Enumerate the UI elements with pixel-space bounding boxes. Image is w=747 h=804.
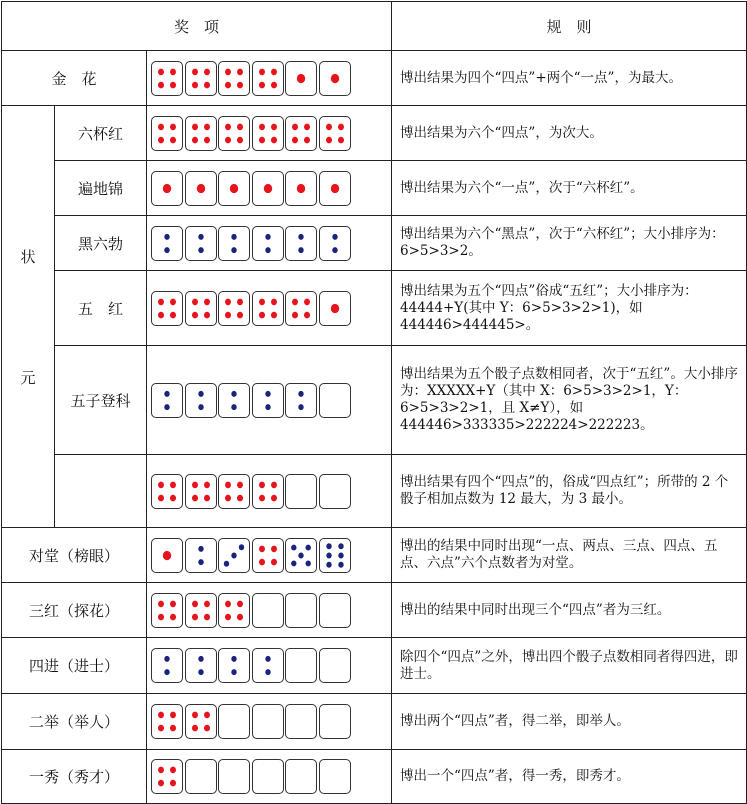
table-row: [2, 161, 747, 216]
die-four-icon: [185, 116, 217, 151]
die-four-icon: [252, 474, 284, 509]
die-four-icon: [285, 291, 317, 326]
die-one-icon: [185, 171, 217, 206]
die-two-icon: [285, 383, 317, 418]
table-row: [2, 455, 747, 528]
die-four-icon: [151, 474, 183, 509]
dice-cell: [147, 216, 392, 271]
dice-cell: [147, 528, 392, 583]
die-four-icon: [218, 593, 250, 628]
die-blank-icon: [185, 759, 217, 794]
die-blank-icon: [319, 759, 351, 794]
die-blank-icon: [285, 704, 317, 739]
dice-cell: [147, 638, 392, 694]
table-row: [2, 583, 747, 638]
table-row: [2, 694, 747, 750]
die-four-icon: [151, 759, 183, 794]
dice-cell: [147, 51, 392, 106]
die-four-icon: [151, 61, 183, 96]
prize-name: 五子登科: [55, 346, 147, 455]
rule-text: 博出结果为六个“一点”，次于“六杯红”。: [392, 161, 747, 216]
prize-name: 金 花: [2, 51, 147, 106]
die-two-icon: [185, 648, 217, 683]
dice-cell: [147, 161, 392, 216]
prize-name: 三红（探花）: [2, 583, 147, 638]
die-two-icon: [218, 226, 250, 261]
die-five-icon: [285, 538, 317, 573]
die-blank-icon: [285, 759, 317, 794]
rule-text: 博出的结果中同时出现“一点、两点、三点、四点、五点、六点”六个点数者为对堂。: [392, 528, 747, 583]
rule-text: 博出一个“四点”者，得一秀，即秀才。: [392, 750, 747, 804]
table-row: [2, 216, 747, 271]
rule-text: 除四个“四点”之外，博出四个骰子点数相同者得四进，即进士。: [392, 638, 747, 694]
dice-cell: [147, 346, 392, 455]
die-blank-icon: [319, 474, 351, 509]
prize-name: 六杯红: [55, 106, 147, 161]
die-four-icon: [151, 593, 183, 628]
prize-name: 对堂（榜眼）: [2, 528, 147, 583]
prize-rules-table: [1, 1, 747, 804]
die-one-icon: [319, 61, 351, 96]
table-row: [2, 51, 747, 106]
die-four-icon: [185, 704, 217, 739]
die-four-icon: [218, 61, 250, 96]
die-four-icon: [151, 704, 183, 739]
dice-cell: [147, 583, 392, 638]
die-four-icon: [185, 291, 217, 326]
die-two-icon: [185, 538, 217, 573]
rule-text: 博出结果有四个“四点”的，俗成“四点红”；所带的 2 个骰子相加点数为 12 最大，为 3 最小。: [392, 455, 747, 528]
die-one-icon: [218, 171, 250, 206]
die-blank-icon: [319, 704, 351, 739]
die-four-icon: [319, 116, 351, 151]
rule-text: 博出结果为五个骰子点数相同者，次于“五红”。大小排序为：XXXXX+Y（其中 X：6>5>3>2>1，Y：6>5>3>2>1，且 X≠Y），如 444446>333335>222224>222223。: [392, 346, 747, 455]
dice-cell: [147, 106, 392, 161]
table-row: [2, 106, 747, 161]
die-two-icon: [151, 648, 183, 683]
die-four-icon: [185, 61, 217, 96]
table-row: [2, 346, 747, 455]
die-one-icon: [285, 171, 317, 206]
die-four-icon: [252, 61, 284, 96]
die-four-icon: [285, 116, 317, 151]
die-two-icon: [252, 226, 284, 261]
dice-cell: [147, 455, 392, 528]
prize-name: 四进（进士）: [2, 638, 147, 694]
die-one-icon: [252, 171, 284, 206]
die-four-icon: [218, 474, 250, 509]
die-one-icon: [151, 171, 183, 206]
die-two-icon: [185, 226, 217, 261]
die-blank-icon: [252, 704, 284, 739]
die-two-icon: [285, 226, 317, 261]
die-two-icon: [151, 226, 183, 261]
rule-text: 博出的结果中同时出现三个“四点”者为三红。: [392, 583, 747, 638]
die-blank-icon: [319, 648, 351, 683]
category-zhuangyuan: [2, 106, 55, 528]
die-four-icon: [252, 291, 284, 326]
die-one-icon: [285, 61, 317, 96]
rule-text: 博出结果为五个“四点”俗成“五红”；大小排序为：44444+Y(其中 Y：6>5>3>2>1)，如 444446>444445>。: [392, 271, 747, 346]
prize-name: 一秀（秀才）: [2, 750, 147, 804]
prize-name: 五 红: [55, 271, 147, 346]
die-four-icon: [218, 291, 250, 326]
table-row: [2, 528, 747, 583]
die-two-icon: [252, 383, 284, 418]
dice-cell: [147, 694, 392, 750]
die-two-icon: [185, 383, 217, 418]
die-two-icon: [218, 383, 250, 418]
header-prize: 奖 项: [2, 2, 392, 51]
die-four-icon: [218, 116, 250, 151]
rule-text: 博出结果为四个“四点”+两个“一点”，为最大。: [392, 51, 747, 106]
die-two-icon: [218, 648, 250, 683]
table-row: [2, 750, 747, 804]
prize-name: [55, 455, 147, 528]
die-two-icon: [319, 226, 351, 261]
rule-text: 博出结果为六个“四点”，为次大。: [392, 106, 747, 161]
prize-name: 二举（举人）: [2, 694, 147, 750]
die-four-icon: [252, 116, 284, 151]
die-six-icon: [319, 538, 351, 573]
die-three-icon: [218, 538, 250, 573]
die-two-icon: [151, 383, 183, 418]
die-blank-icon: [285, 593, 317, 628]
die-blank-icon: [285, 474, 317, 509]
prize-name: 遍地锦: [55, 161, 147, 216]
die-two-icon: [252, 648, 284, 683]
die-one-icon: [151, 538, 183, 573]
dice-cell: [147, 271, 392, 346]
die-blank-icon: [218, 704, 250, 739]
rule-text: 博出结果为六个“黑点”，次于“六杯红”；大小排序为：6>5>3>2。: [392, 216, 747, 271]
header-rule: 规 则: [392, 2, 747, 51]
dice-cell: [147, 750, 392, 804]
die-one-icon: [319, 171, 351, 206]
table-row: [2, 638, 747, 694]
die-one-icon: [319, 291, 351, 326]
header-row: [2, 2, 747, 51]
prize-name: 黑六勃: [55, 216, 147, 271]
die-blank-icon: [285, 648, 317, 683]
die-blank-icon: [252, 593, 284, 628]
category-char: 状: [20, 247, 36, 266]
table-row: [2, 271, 747, 346]
die-four-icon: [185, 593, 217, 628]
rule-text: 博出两个“四点”者，得二举，即举人。: [392, 694, 747, 750]
die-blank-icon: [319, 383, 351, 418]
die-four-icon: [151, 291, 183, 326]
die-blank-icon: [319, 593, 351, 628]
die-blank-icon: [218, 759, 250, 794]
die-four-icon: [151, 116, 183, 151]
die-four-icon: [185, 474, 217, 509]
die-blank-icon: [252, 759, 284, 794]
category-char: 元: [20, 368, 36, 387]
die-four-icon: [252, 538, 284, 573]
